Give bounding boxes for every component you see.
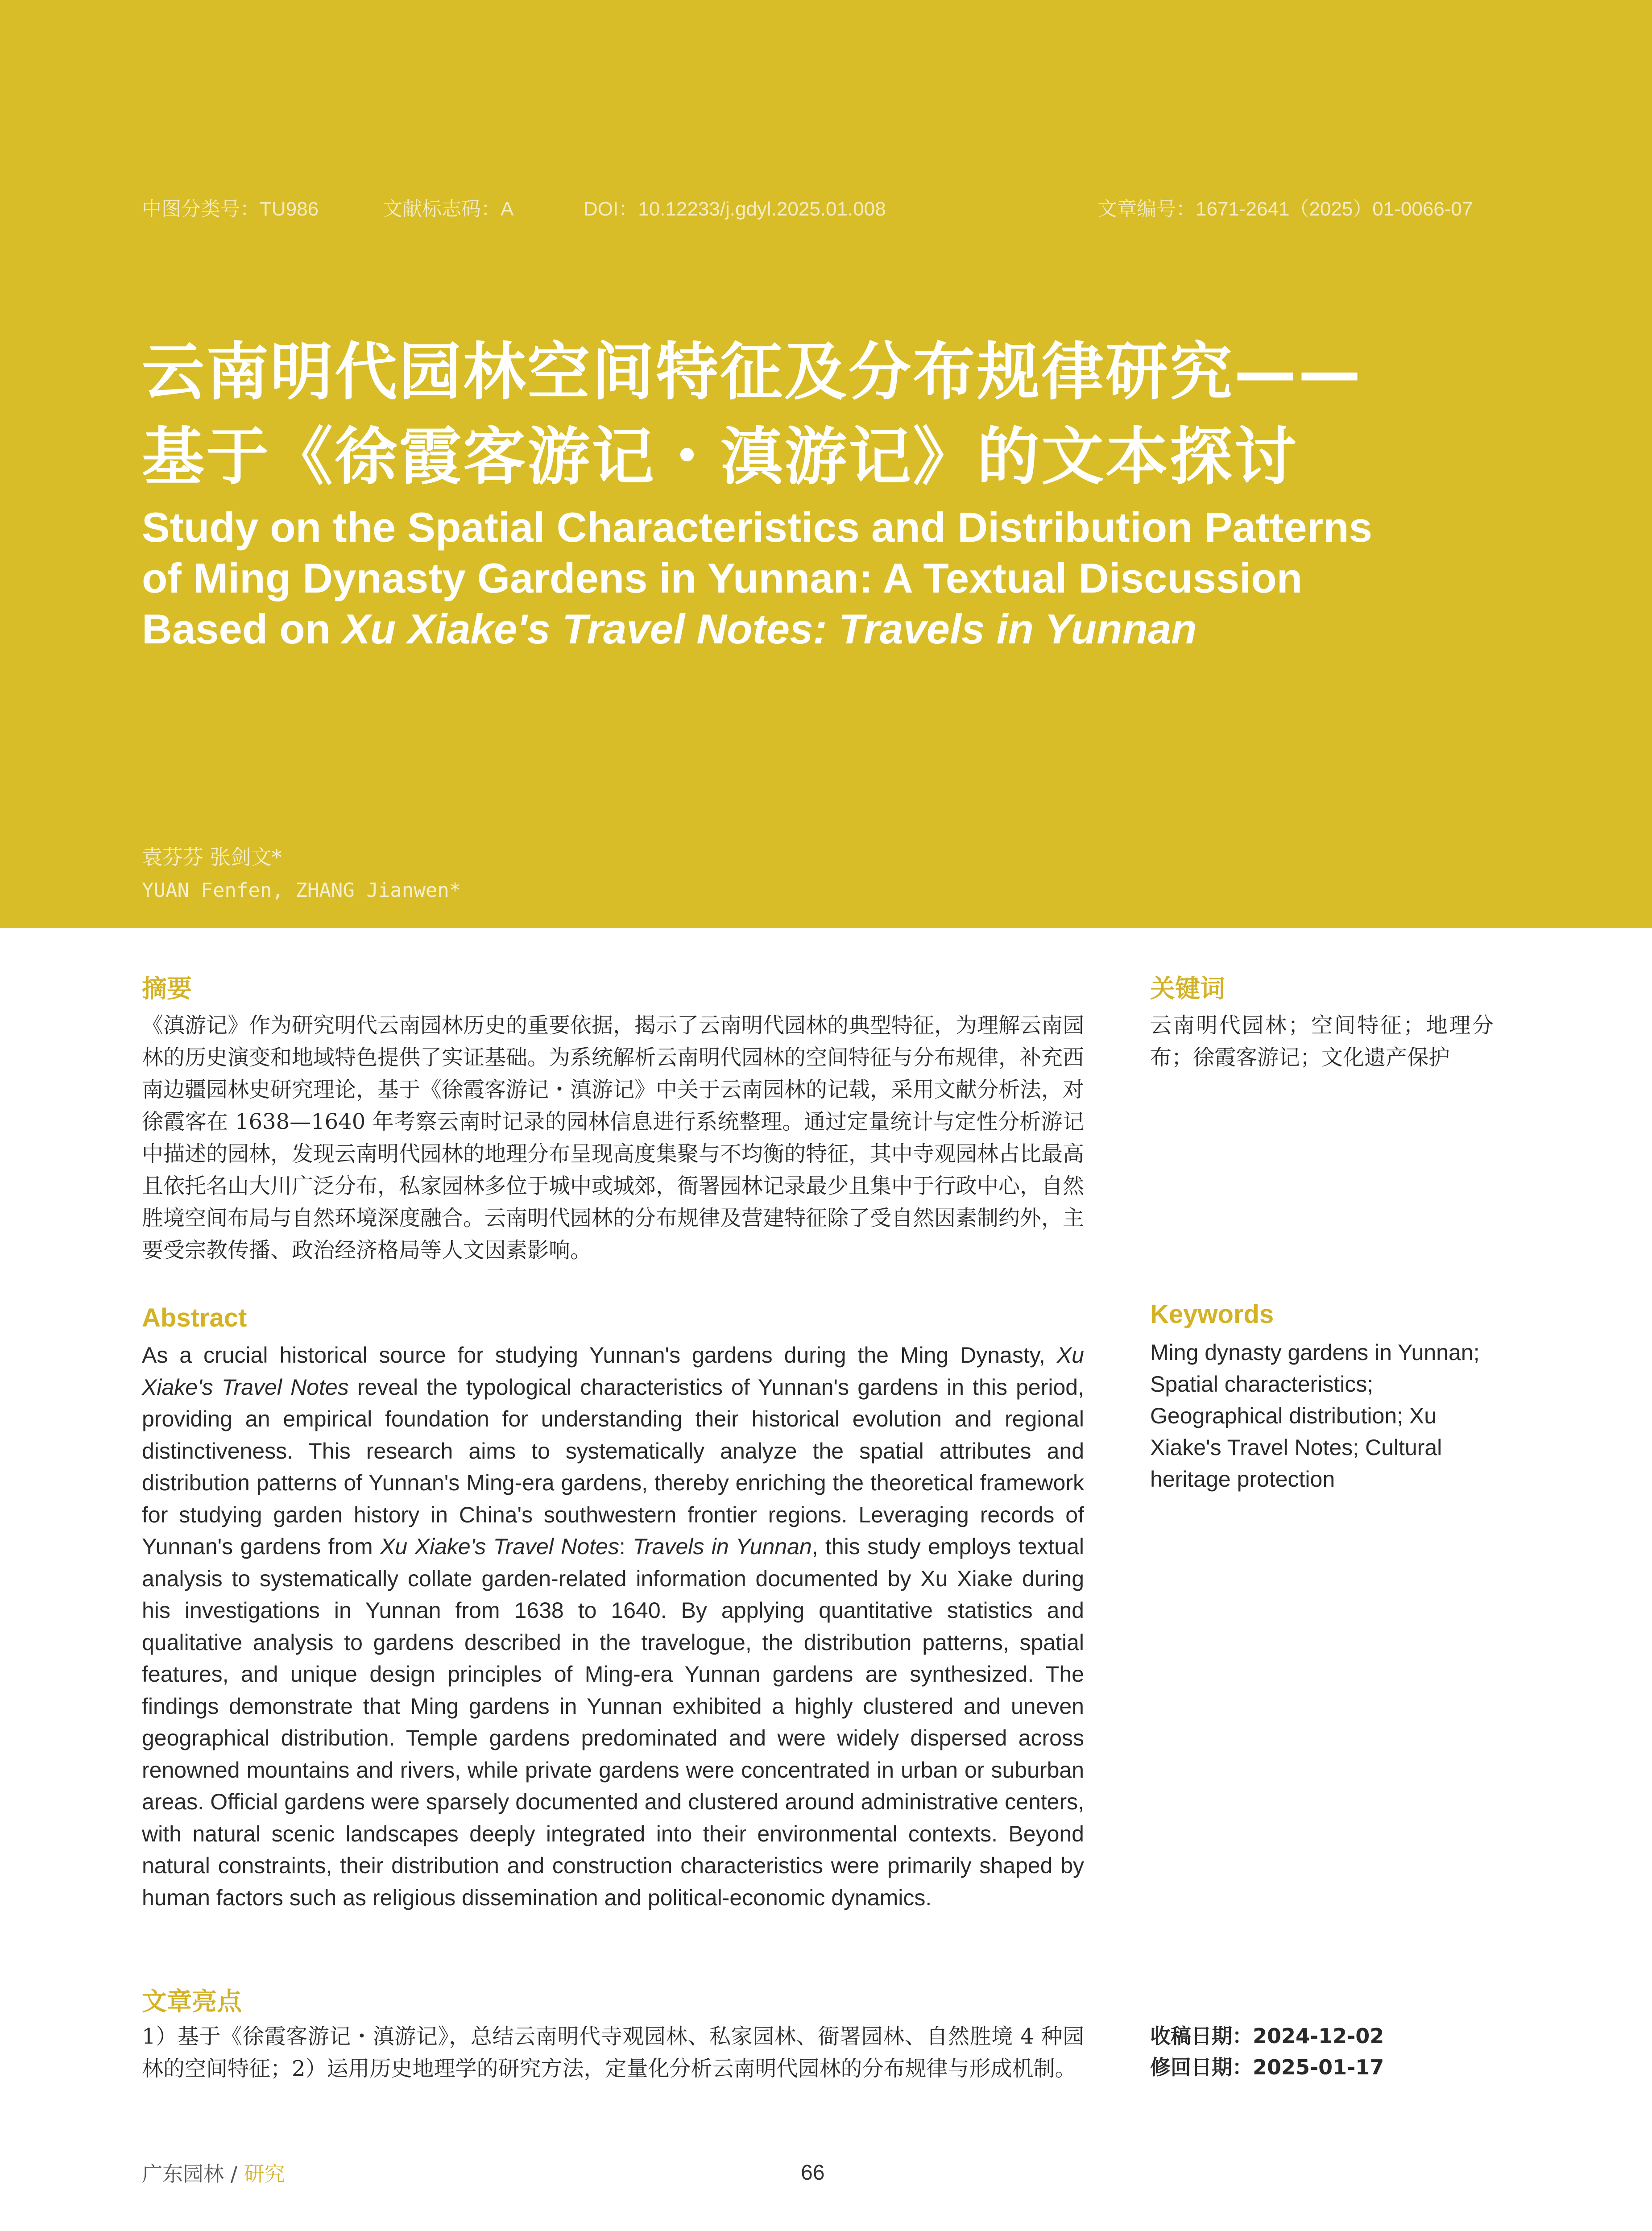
title-chinese [142, 330, 1525, 500]
article-number: 文章编号：1671-2641（2025）01-0066-07 [1097, 198, 1473, 220]
revised-date: 修回日期：2025-01-17 [1150, 2055, 1384, 2079]
doi: DOI：10.12233/j.gdyl.2025.01.008 [584, 198, 886, 220]
document-code: 文献标志码：A [383, 198, 514, 220]
keywords-cn-heading: 关键词 [1150, 975, 1225, 1004]
keywords-cn-text: 云南明代园林；空间特征；地理分布；徐霞客游记；文化遗产保护 [1150, 1013, 1494, 1070]
title-english-line1: Study on the Spatial Characteristics and Distribution Patterns [142, 504, 1372, 551]
authors-english: YUAN Fenfen, ZHANG Jianwen* [142, 879, 461, 902]
title-english-line2: of Ming Dynasty Gardens in Yunnan: A Textual Discussion [142, 555, 1303, 601]
abstract-en-part3: : [619, 1534, 633, 1559]
journal-name: 广东园林 / [142, 2162, 244, 2186]
abstract-en-text [142, 1339, 1084, 1914]
abstract-en-part2: reveal the typological characteristics of Yunnan's gardens in this period, providing an empirical foundation for understanding their historical evolution and regional distinctiveness. This research aims to systematically analyze the spatial attributes and distribution patterns of Yunnan's Ming-era gardens, thereby enriching the theoretical framework for studying garden history in China's southwestern frontier regions. Leveraging records of Yunnan's gardens from [142, 1374, 1084, 1559]
title-chinese-line2: 基于《徐霞客游记・滇游记》的文本探讨 [142, 421, 1299, 493]
abstract-cn-heading: 摘要 [142, 975, 192, 1004]
title-english [142, 502, 1525, 655]
received-date: 收稿日期：2024-12-02 [1150, 2024, 1384, 2048]
abstract-en-italic1: Xu Xiake's Travel Notes [142, 1343, 1084, 1400]
authors-chinese: 袁芬芬 张剑文* [142, 845, 282, 869]
abstract-en-part1: As a crucial historical source for studying Yunnan's gardens during the Ming Dynasty, [142, 1343, 1057, 1368]
title-english-line3-prefix: Based on [142, 605, 343, 652]
keywords-en-text: Ming dynasty gardens in Yunnan; Spatial characteristics; Geographical distribution; Xu Xiake's Travel Notes; Cultural heritage protection [1150, 1340, 1480, 1492]
abstract-en-italic2: Xu Xiake's Travel Notes [380, 1534, 619, 1559]
title-english-line3 [142, 604, 1525, 655]
title-banner [0, 0, 1652, 928]
abstract-en-italic3: Travels in Yunnan [633, 1534, 812, 1559]
title-chinese-line1: 云南明代园林空间特征及分布规律研究—— [142, 336, 1363, 409]
abstract-cn-text: 《滇游记》作为研究明代云南园林历史的重要依据，揭示了云南明代园林的典型特征，为理解云南园林的历史演变和地域特色提供了实证基础。为系统解析云南明代园林的空间特征与分布规律，补充西南边疆园林史研究理论，基于《徐霞客游记・滇游记》中关于云南园林的记载，采用文献分析法，对徐霞客在 1638—1640 年考察云南时记录的园林信息进行系统整理。通过定量统计与定性分析游记中描述的园林，发现云南明代园林的地理分布呈现高度集聚与不均衡的特征，其中寺观园林占比最高且依托名山大川广泛分布，私家园林多位于城中或城郊，衙署园林记录最少且集中于行政中心，自然胜境空间布局与自然环境深度融合。云南明代园林的分布规律及营建特征除了受自然因素制约外，主要受宗教传播、政治经济格局等人文因素影响。 [142, 1013, 1085, 1263]
section-name: 研究 [244, 2162, 285, 2186]
classification-number: 中图分类号：TU986 [142, 198, 319, 220]
journal-footer [142, 2158, 285, 2187]
highlights-text: 1）基于《徐霞客游记・滇游记》，总结云南明代寺观园林、私家园林、衙署园林、自然胜境 4 种园林的空间特征；2）运用历史地理学的研究方法，定量化分析云南明代园林的分布规律与形成机制。 [142, 2024, 1084, 2081]
highlights-heading: 文章亮点 [142, 1987, 242, 2016]
title-english-book-title: Xu Xiake's Travel Notes: Travels in Yunnan [342, 605, 1197, 652]
page-number: 66 [801, 2161, 825, 2185]
abstract-en-heading: Abstract [142, 1303, 247, 1332]
keywords-en-heading: Keywords [1150, 1300, 1274, 1329]
abstract-en-part4: , this study employs textual analysis to systematically collate garden-related information documented by Xu Xiake during his investigations in Yunnan from 1638 to 1640. By applying quantitative statistics and qualitative analysis to gardens described in the travelogue, the distribution patterns, spatial features, and unique design principles of Ming-era Yunnan gardens are synthesized. The findings demonstrate that Ming gardens in Yunnan exhibited a highly clustered and uneven geographical distribution. Temple gardens predominated and were widely dispersed across renowned mountains and rivers, while private gardens were concentrated in urban or suburban areas. Official gardens were sparsely documented and clustered around administrative centers, with natural scenic landscapes deeply integrated into their environmental contexts. Beyond natural constraints, their distribution and construction characteristics were primarily shaped by human factors such as religious dissemination and political-economic dynamics. [142, 1534, 1084, 1910]
